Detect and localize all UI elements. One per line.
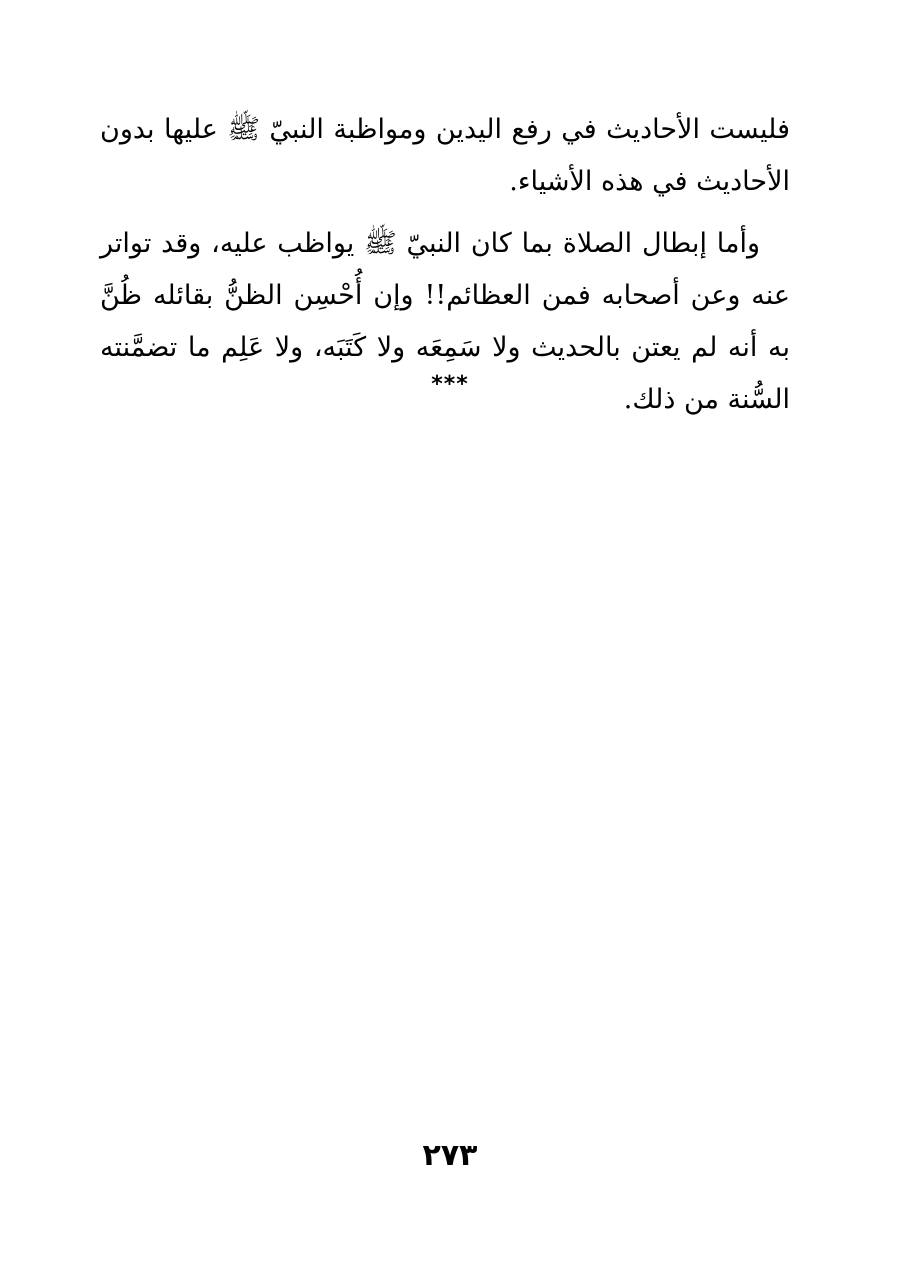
section-separator: *** [431,372,469,397]
paragraph-2: وأما إبطال الصلاة بما كان النبيّ ﷺ يواظب عليه، وقد تواتر عنه وعن أصحابه فمن العظائم!! وإن أُحْسِن الظنُّ بقائله ظُنَّ به أنه لم يعتن بالحديث ولا سَمِعَه ولا كَتَبَه، ولا عَلِم ما تضمَّنته السُّنة من ذلك. [100,228,790,415]
page-number: ٢٧٣ [422,1138,478,1173]
paragraph-1: فليست الأحاديث في رفع اليدين ومواظبة النبيّ ﷺ عليها بدون الأحاديث في هذه الأشياء. [100,114,790,197]
